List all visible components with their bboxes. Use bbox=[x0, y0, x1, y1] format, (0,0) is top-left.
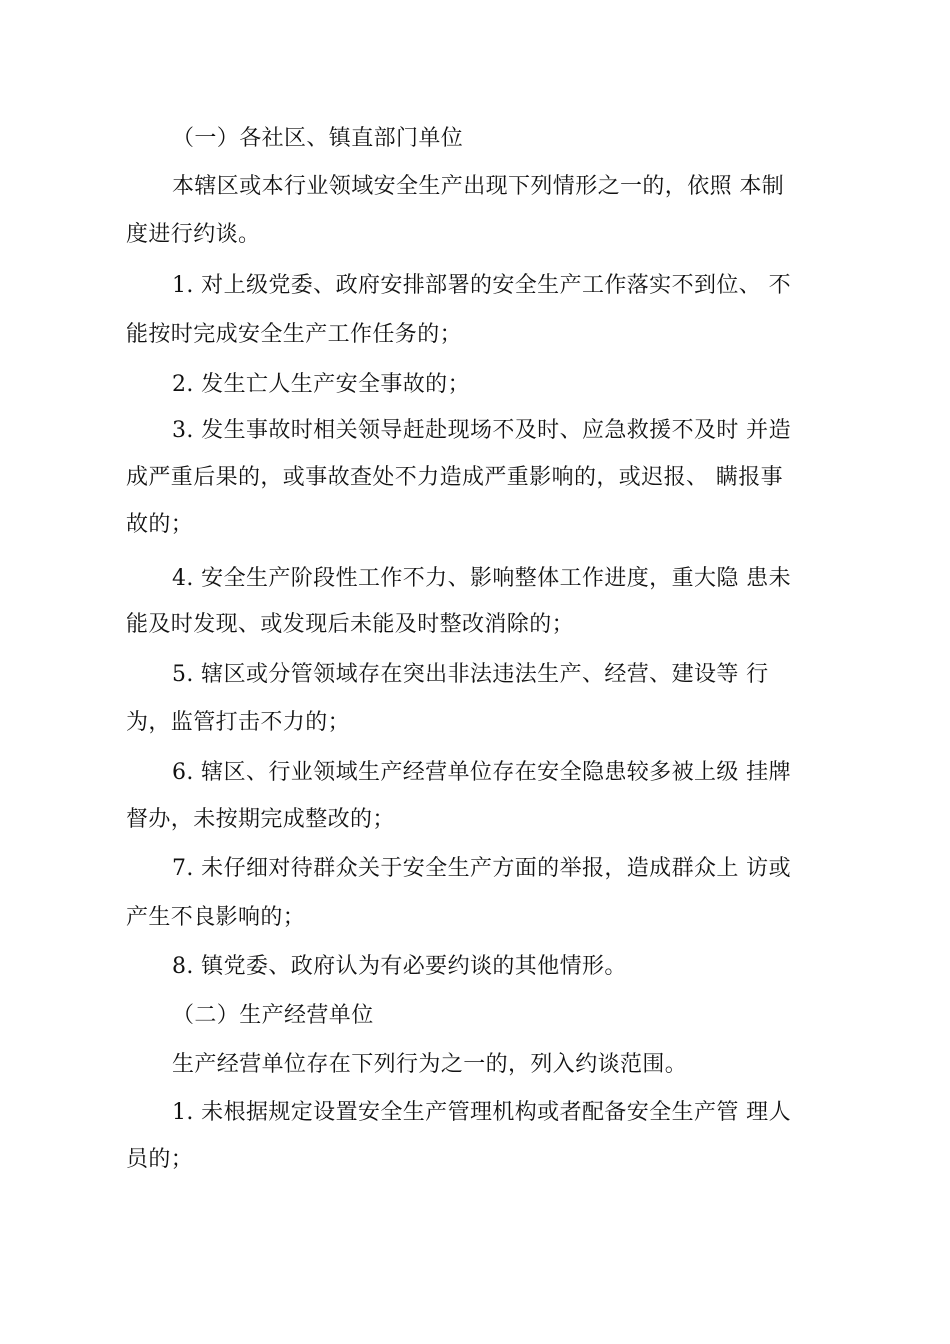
list-item-line: 1. 对上级党委、政府安排部署的安全生产工作落实不到位、 不 bbox=[172, 273, 791, 298]
list-item-line: 2. 发生亡人生产安全事故的； bbox=[172, 372, 470, 397]
list-item-line: 6. 辖区、行业领域生产经营单位存在安全隐患较多被上级 挂牌 bbox=[172, 760, 791, 785]
list-item-line: 成严重后果的，或事故查处不力造成严重影响的，或迟报、 瞒报事 bbox=[126, 465, 783, 490]
list-item-line: 1. 未根据规定设置安全生产管理机构或者配备安全生产管 理人 bbox=[172, 1100, 791, 1125]
list-item-line: 能及时发现、或发现后未能及时整改消除的； bbox=[126, 612, 575, 637]
list-item-line: 5. 辖区或分管领域存在突出非法违法生产、经营、建设等 行 bbox=[172, 662, 769, 687]
paragraph-line: 度进行约谈。 bbox=[126, 222, 261, 247]
list-item-line: 3. 发生事故时相关领导赶赴现场不及时、应急救援不及时 并造 bbox=[172, 418, 791, 443]
section-heading-1: （一）各社区、镇直部门单位 bbox=[172, 126, 464, 151]
list-item-line: 能按时完成安全生产工作任务的； bbox=[126, 322, 463, 347]
list-item-line: 员的； bbox=[126, 1147, 194, 1172]
paragraph-line: 生产经营单位存在下列行为之一的，列入约谈范围。 bbox=[172, 1052, 688, 1077]
list-item-line: 故的； bbox=[126, 512, 194, 537]
list-item-line: 4. 安全生产阶段性工作不力、影响整体工作进度，重大隐 患未 bbox=[172, 566, 791, 591]
paragraph-line: 本辖区或本行业领域安全生产出现下列情形之一的，依照 本制 bbox=[172, 174, 785, 199]
list-item-line: 产生不良影响的； bbox=[126, 905, 306, 930]
list-item-line: 8. 镇党委、政府认为有必要约谈的其他情形。 bbox=[172, 954, 627, 979]
section-heading-2: （二）生产经营单位 bbox=[172, 1003, 374, 1028]
list-item-line: 为，监管打击不力的； bbox=[126, 710, 351, 735]
list-item-line: 7. 未仔细对待群众关于安全生产方面的举报，造成群众上 访或 bbox=[172, 856, 791, 881]
list-item-line: 督办，未按期完成整改的； bbox=[126, 807, 395, 832]
